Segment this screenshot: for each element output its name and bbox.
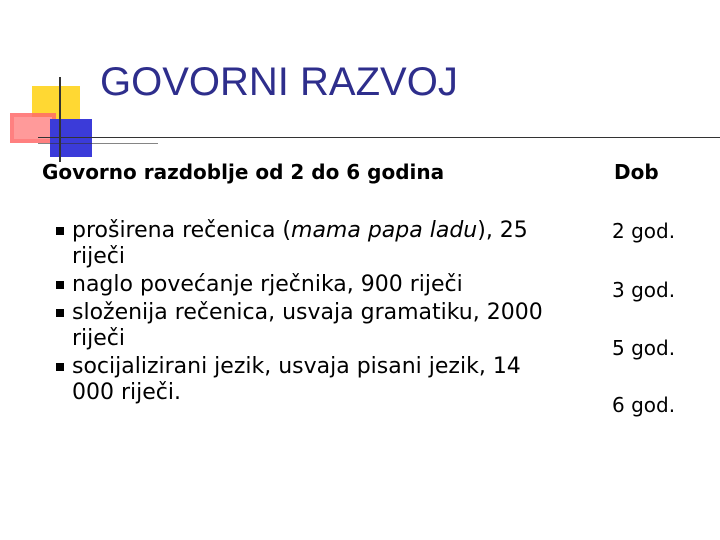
bullet-square-icon [56, 281, 64, 289]
slide-title: GOVORNI RAZVOJ [100, 60, 458, 104]
bullet-square-icon [56, 309, 64, 317]
bullet-item [56, 354, 556, 406]
bullet-item [56, 300, 556, 352]
title-divider-line-secondary [38, 143, 158, 144]
column-header-period: Govorno razdoblje od 2 do 6 godina [42, 160, 445, 184]
age-label: 3 god. [612, 278, 676, 302]
bullet-text: složenija rečenica, usvaja gramatiku, 2000 riječi [72, 300, 543, 351]
bullet-square-icon [56, 363, 64, 371]
decor-blue-square [50, 119, 92, 157]
age-label: 5 god. [612, 336, 676, 360]
bullet-text: socijalizirani jezik, usvaja pisani jezik, 14 000 riječi. [72, 354, 521, 405]
decor-vertical-line [59, 77, 61, 162]
title-divider-line [38, 137, 720, 138]
bullet-item [56, 218, 556, 270]
age-label: 6 god. [612, 393, 676, 417]
age-label: 2 god. [612, 219, 676, 243]
bullet-text: naglo povećanje rječnika, 900 riječi [72, 272, 463, 297]
bullet-text: proširena rečenica (mama papa ladu), 25 riječi [72, 218, 528, 269]
decor-red-square-inner [14, 117, 52, 139]
column-header-age: Dob [614, 160, 659, 184]
bullet-example-italic: mama papa ladu [291, 218, 478, 243]
bullet-square-icon [56, 227, 64, 235]
bullet-list [56, 218, 556, 406]
bullet-item [56, 272, 556, 298]
